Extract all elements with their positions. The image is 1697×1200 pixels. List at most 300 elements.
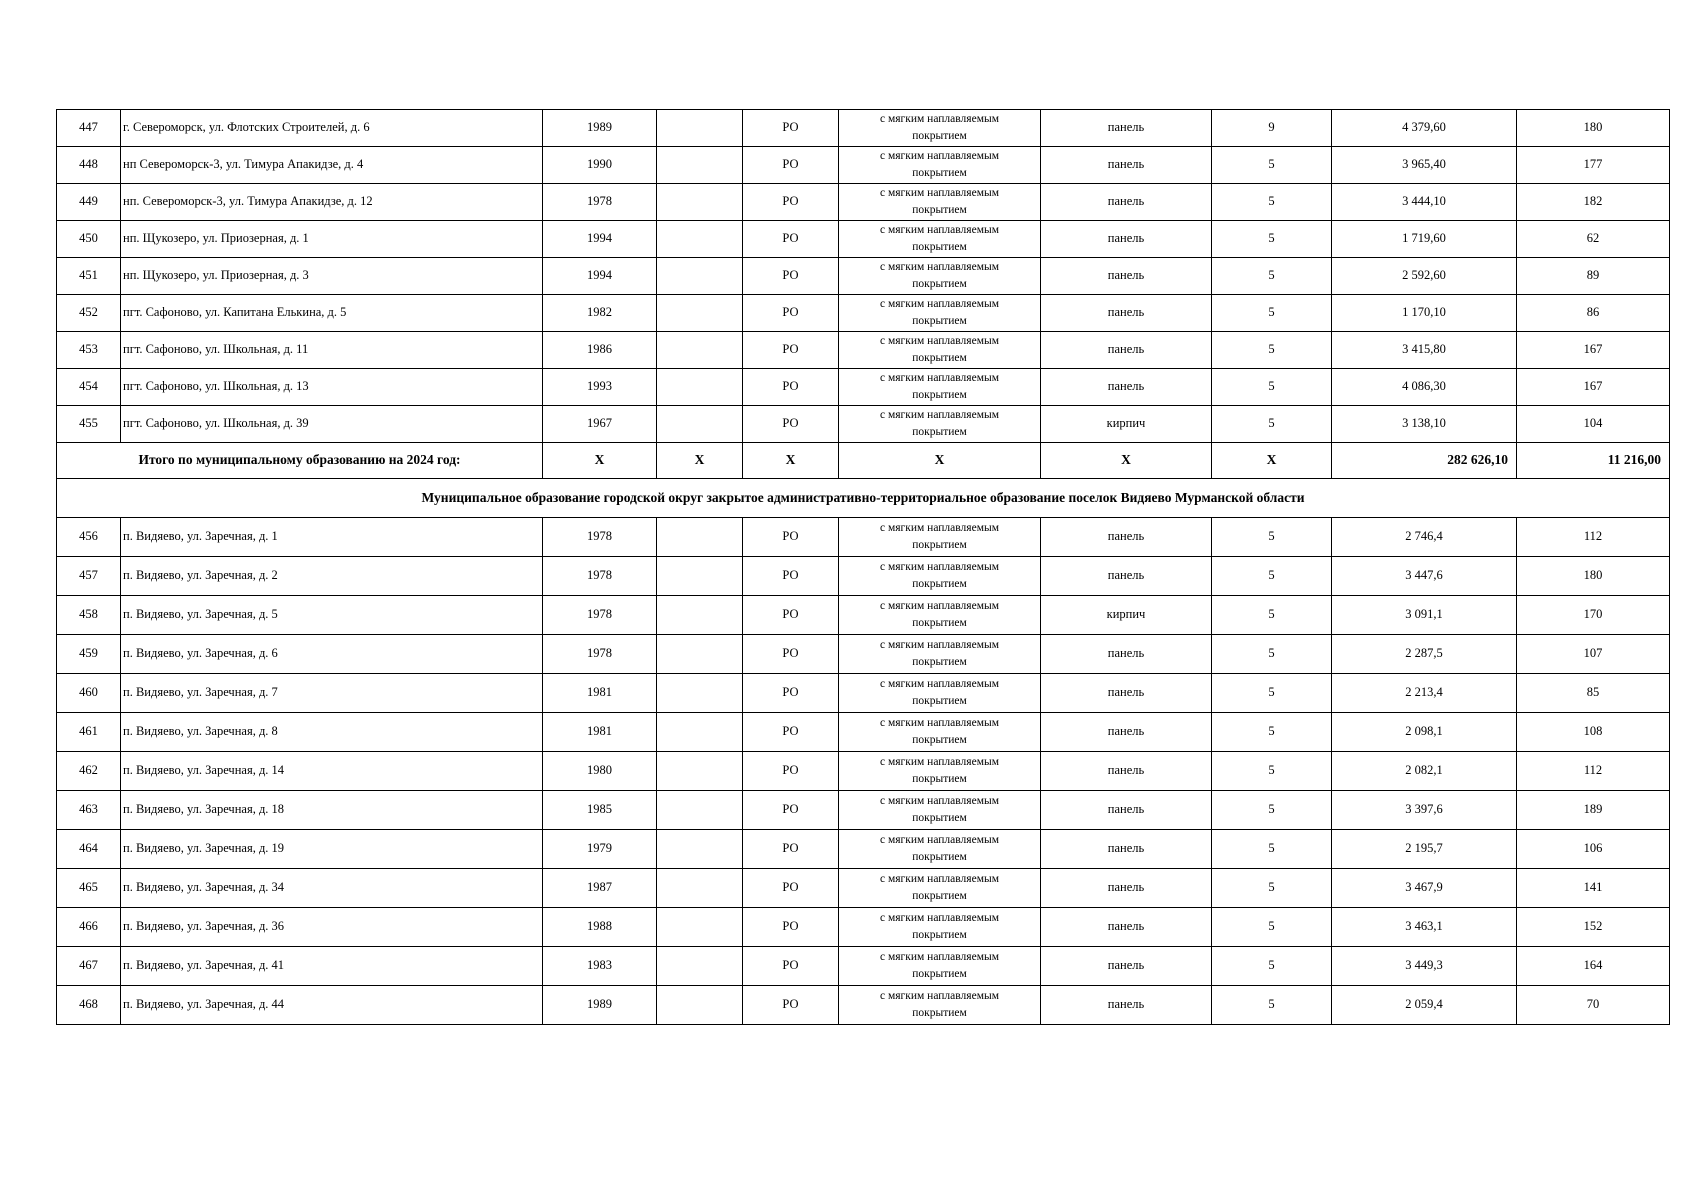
empty-cell bbox=[657, 596, 743, 635]
fund-method-cell: РО bbox=[743, 332, 839, 369]
table-row bbox=[57, 635, 1670, 674]
roof-type-line: покрытием bbox=[912, 890, 967, 902]
wall-material-cell: панель bbox=[1041, 221, 1212, 258]
roof-type-line: с мягким наплавляемым bbox=[880, 409, 999, 422]
residents-cell: 167 bbox=[1517, 369, 1670, 406]
total-residents: 11 216,00 bbox=[1517, 443, 1670, 479]
roof-type-line: покрытием bbox=[912, 851, 967, 863]
roof-type-line: с мягким наплавляемым bbox=[880, 795, 999, 808]
roof-type-line: покрытием bbox=[912, 539, 967, 551]
roof-type-line: с мягким наплавляемым bbox=[880, 756, 999, 769]
address-cell: п. Видяево, ул. Заречная, д. 7 bbox=[121, 674, 543, 713]
area-cell: 3 449,3 bbox=[1332, 947, 1517, 986]
table-row bbox=[57, 406, 1670, 443]
build-year-cell: 1994 bbox=[543, 221, 657, 258]
table-row bbox=[57, 557, 1670, 596]
roof-type-line: покрытием bbox=[912, 352, 967, 364]
floors-cell: 5 bbox=[1212, 635, 1332, 674]
row-number: 466 bbox=[57, 908, 121, 947]
roof-type-line: покрытием bbox=[912, 389, 967, 401]
row-number: 454 bbox=[57, 369, 121, 406]
roof-type-line: покрытием bbox=[912, 1007, 967, 1019]
build-year-cell: 1985 bbox=[543, 791, 657, 830]
row-number: 464 bbox=[57, 830, 121, 869]
fund-method-cell: РО bbox=[743, 184, 839, 221]
municipality-heading-row bbox=[57, 479, 1670, 518]
registry-table bbox=[56, 109, 1670, 1025]
wall-material-cell: панель bbox=[1041, 986, 1212, 1025]
roof-type-line: покрытием bbox=[912, 578, 967, 590]
row-number: 455 bbox=[57, 406, 121, 443]
roof-type-cell bbox=[839, 986, 1041, 1025]
build-year-cell: 1967 bbox=[543, 406, 657, 443]
floors-cell: 5 bbox=[1212, 258, 1332, 295]
roof-type-cell bbox=[839, 258, 1041, 295]
address-cell: нп. Североморск-3, ул. Тимура Апакидзе, д. 12 bbox=[121, 184, 543, 221]
fund-method-cell: РО bbox=[743, 791, 839, 830]
row-number: 456 bbox=[57, 518, 121, 557]
build-year-cell: 1978 bbox=[543, 557, 657, 596]
table-row bbox=[57, 596, 1670, 635]
residents-cell: 152 bbox=[1517, 908, 1670, 947]
floors-cell: 5 bbox=[1212, 908, 1332, 947]
roof-type-line: с мягким наплавляемым bbox=[880, 224, 999, 237]
roof-type-line: с мягким наплавляемым bbox=[880, 298, 999, 311]
floors-cell: 5 bbox=[1212, 674, 1332, 713]
empty-cell bbox=[657, 635, 743, 674]
empty-cell bbox=[657, 791, 743, 830]
residents-cell: 85 bbox=[1517, 674, 1670, 713]
residents-cell: 189 bbox=[1517, 791, 1670, 830]
wall-material-cell: панель bbox=[1041, 184, 1212, 221]
empty-cell bbox=[657, 221, 743, 258]
floors-cell: 5 bbox=[1212, 791, 1332, 830]
roof-type-cell bbox=[839, 557, 1041, 596]
roof-type-line: покрытием bbox=[912, 204, 967, 216]
residents-cell: 170 bbox=[1517, 596, 1670, 635]
build-year-cell: 1978 bbox=[543, 635, 657, 674]
roof-type-cell bbox=[839, 869, 1041, 908]
row-number: 449 bbox=[57, 184, 121, 221]
roof-type-line: с мягким наплавляемым bbox=[880, 522, 999, 535]
roof-type-cell bbox=[839, 110, 1041, 147]
roof-type-line: с мягким наплавляемым bbox=[880, 834, 999, 847]
empty-cell bbox=[657, 947, 743, 986]
address-cell: п. Видяево, ул. Заречная, д. 6 bbox=[121, 635, 543, 674]
total-area: 282 626,10 bbox=[1332, 443, 1517, 479]
row-number: 465 bbox=[57, 869, 121, 908]
wall-material-cell: панель bbox=[1041, 791, 1212, 830]
table-row bbox=[57, 830, 1670, 869]
table-row bbox=[57, 221, 1670, 258]
total-label: Итого по муниципальному образованию на 2024 год: bbox=[57, 443, 543, 479]
fund-method-cell: РО bbox=[743, 221, 839, 258]
area-cell: 3 415,80 bbox=[1332, 332, 1517, 369]
floors-cell: 5 bbox=[1212, 295, 1332, 332]
roof-type-line: с мягким наплавляемым bbox=[880, 873, 999, 886]
table-row bbox=[57, 869, 1670, 908]
fund-method-cell: РО bbox=[743, 295, 839, 332]
floors-cell: 5 bbox=[1212, 947, 1332, 986]
residents-cell: 108 bbox=[1517, 713, 1670, 752]
empty-cell bbox=[657, 406, 743, 443]
address-cell: п. Видяево, ул. Заречная, д. 2 bbox=[121, 557, 543, 596]
address-cell: п. Видяево, ул. Заречная, д. 19 bbox=[121, 830, 543, 869]
roof-type-cell bbox=[839, 518, 1041, 557]
roof-type-line: с мягким наплавляемым bbox=[880, 372, 999, 385]
row-number: 451 bbox=[57, 258, 121, 295]
wall-material-cell: панель bbox=[1041, 258, 1212, 295]
build-year-cell: 1993 bbox=[543, 369, 657, 406]
roof-type-line: покрытием bbox=[912, 167, 967, 179]
build-year-cell: 1988 bbox=[543, 908, 657, 947]
area-cell: 1 719,60 bbox=[1332, 221, 1517, 258]
wall-material-cell: панель bbox=[1041, 869, 1212, 908]
table-row bbox=[57, 674, 1670, 713]
wall-material-cell: панель bbox=[1041, 518, 1212, 557]
area-cell: 2 213,4 bbox=[1332, 674, 1517, 713]
row-number: 460 bbox=[57, 674, 121, 713]
table-row bbox=[57, 947, 1670, 986]
residents-cell: 112 bbox=[1517, 518, 1670, 557]
build-year-cell: 1986 bbox=[543, 332, 657, 369]
row-number: 468 bbox=[57, 986, 121, 1025]
address-cell: п. Видяево, ул. Заречная, д. 14 bbox=[121, 752, 543, 791]
empty-cell bbox=[657, 295, 743, 332]
floors-cell: 5 bbox=[1212, 869, 1332, 908]
wall-material-cell: панель bbox=[1041, 147, 1212, 184]
area-cell: 3 397,6 bbox=[1332, 791, 1517, 830]
row-number: 461 bbox=[57, 713, 121, 752]
residents-cell: 141 bbox=[1517, 869, 1670, 908]
floors-cell: 5 bbox=[1212, 406, 1332, 443]
address-cell: п. Видяево, ул. Заречная, д. 18 bbox=[121, 791, 543, 830]
empty-cell bbox=[657, 369, 743, 406]
row-number: 458 bbox=[57, 596, 121, 635]
build-year-cell: 1987 bbox=[543, 869, 657, 908]
empty-cell bbox=[657, 110, 743, 147]
empty-cell bbox=[657, 713, 743, 752]
roof-type-cell bbox=[839, 147, 1041, 184]
floors-cell: 5 bbox=[1212, 830, 1332, 869]
table-row bbox=[57, 752, 1670, 791]
empty-cell bbox=[657, 258, 743, 295]
roof-type-cell bbox=[839, 947, 1041, 986]
row-number: 463 bbox=[57, 791, 121, 830]
address-cell: п. Видяево, ул. Заречная, д. 34 bbox=[121, 869, 543, 908]
residents-cell: 70 bbox=[1517, 986, 1670, 1025]
address-cell: нп. Щукозеро, ул. Приозерная, д. 3 bbox=[121, 258, 543, 295]
residents-cell: 177 bbox=[1517, 147, 1670, 184]
address-cell: пгт. Сафоново, ул. Капитана Елькина, д. 5 bbox=[121, 295, 543, 332]
residents-cell: 106 bbox=[1517, 830, 1670, 869]
total-mark-x: X bbox=[743, 443, 839, 479]
address-cell: п. Видяево, ул. Заречная, д. 44 bbox=[121, 986, 543, 1025]
total-mark-x: X bbox=[1041, 443, 1212, 479]
area-cell: 2 059,4 bbox=[1332, 986, 1517, 1025]
address-cell: п. Видяево, ул. Заречная, д. 1 bbox=[121, 518, 543, 557]
area-cell: 4 086,30 bbox=[1332, 369, 1517, 406]
fund-method-cell: РО bbox=[743, 674, 839, 713]
table-row bbox=[57, 713, 1670, 752]
residents-cell: 89 bbox=[1517, 258, 1670, 295]
address-cell: п. Видяево, ул. Заречная, д. 5 bbox=[121, 596, 543, 635]
roof-type-cell bbox=[839, 752, 1041, 791]
roof-type-line: с мягким наплавляемым bbox=[880, 261, 999, 274]
residents-cell: 104 bbox=[1517, 406, 1670, 443]
wall-material-cell: панель bbox=[1041, 830, 1212, 869]
wall-material-cell: панель bbox=[1041, 713, 1212, 752]
wall-material-cell: панель bbox=[1041, 674, 1212, 713]
roof-type-line: покрытием bbox=[912, 426, 967, 438]
roof-type-line: покрытием bbox=[912, 968, 967, 980]
roof-type-line: с мягким наплавляемым bbox=[880, 600, 999, 613]
area-cell: 2 082,1 bbox=[1332, 752, 1517, 791]
floors-cell: 9 bbox=[1212, 110, 1332, 147]
address-cell: пгт. Сафоново, ул. Школьная, д. 11 bbox=[121, 332, 543, 369]
roof-type-cell bbox=[839, 635, 1041, 674]
empty-cell bbox=[657, 518, 743, 557]
roof-type-line: покрытием bbox=[912, 130, 967, 142]
roof-type-line: покрытием bbox=[912, 241, 967, 253]
area-cell: 2 098,1 bbox=[1332, 713, 1517, 752]
roof-type-line: с мягким наплавляемым bbox=[880, 335, 999, 348]
roof-type-line: с мягким наплавляемым bbox=[880, 187, 999, 200]
wall-material-cell: панель bbox=[1041, 635, 1212, 674]
roof-type-cell bbox=[839, 184, 1041, 221]
roof-type-cell bbox=[839, 295, 1041, 332]
roof-type-cell bbox=[839, 332, 1041, 369]
roof-type-cell bbox=[839, 221, 1041, 258]
empty-cell bbox=[657, 986, 743, 1025]
area-cell: 2 592,60 bbox=[1332, 258, 1517, 295]
roof-type-line: покрытием bbox=[912, 734, 967, 746]
build-year-cell: 1979 bbox=[543, 830, 657, 869]
roof-type-line: покрытием bbox=[912, 773, 967, 785]
municipality-heading: Муниципальное образование городской округ закрытое административно-территориальное образование поселок Видяево Мурманской области bbox=[57, 479, 1670, 518]
fund-method-cell: РО bbox=[743, 518, 839, 557]
roof-type-cell bbox=[839, 791, 1041, 830]
floors-cell: 5 bbox=[1212, 986, 1332, 1025]
build-year-cell: 1981 bbox=[543, 674, 657, 713]
area-cell: 4 379,60 bbox=[1332, 110, 1517, 147]
row-number: 457 bbox=[57, 557, 121, 596]
total-mark-x: X bbox=[839, 443, 1041, 479]
roof-type-cell bbox=[839, 596, 1041, 635]
residents-cell: 180 bbox=[1517, 110, 1670, 147]
empty-cell bbox=[657, 830, 743, 869]
address-cell: п. Видяево, ул. Заречная, д. 41 bbox=[121, 947, 543, 986]
floors-cell: 5 bbox=[1212, 332, 1332, 369]
residents-cell: 112 bbox=[1517, 752, 1670, 791]
fund-method-cell: РО bbox=[743, 869, 839, 908]
residents-cell: 167 bbox=[1517, 332, 1670, 369]
floors-cell: 5 bbox=[1212, 596, 1332, 635]
roof-type-cell bbox=[839, 908, 1041, 947]
row-number: 453 bbox=[57, 332, 121, 369]
address-cell: пгт. Сафоново, ул. Школьная, д. 39 bbox=[121, 406, 543, 443]
fund-method-cell: РО bbox=[743, 986, 839, 1025]
floors-cell: 5 bbox=[1212, 713, 1332, 752]
roof-type-line: покрытием bbox=[912, 695, 967, 707]
empty-cell bbox=[657, 908, 743, 947]
fund-method-cell: РО bbox=[743, 258, 839, 295]
build-year-cell: 1989 bbox=[543, 986, 657, 1025]
wall-material-cell: панель bbox=[1041, 295, 1212, 332]
fund-method-cell: РО bbox=[743, 830, 839, 869]
empty-cell bbox=[657, 869, 743, 908]
floors-cell: 5 bbox=[1212, 518, 1332, 557]
floors-cell: 5 bbox=[1212, 752, 1332, 791]
total-mark-x: X bbox=[1212, 443, 1332, 479]
floors-cell: 5 bbox=[1212, 147, 1332, 184]
table-row bbox=[57, 369, 1670, 406]
roof-type-line: с мягким наплавляемым bbox=[880, 717, 999, 730]
fund-method-cell: РО bbox=[743, 406, 839, 443]
floors-cell: 5 bbox=[1212, 557, 1332, 596]
build-year-cell: 1978 bbox=[543, 596, 657, 635]
row-number: 462 bbox=[57, 752, 121, 791]
address-cell: п. Видяево, ул. Заречная, д. 8 bbox=[121, 713, 543, 752]
empty-cell bbox=[657, 674, 743, 713]
build-year-cell: 1994 bbox=[543, 258, 657, 295]
area-cell: 3 467,9 bbox=[1332, 869, 1517, 908]
table-row bbox=[57, 184, 1670, 221]
fund-method-cell: РО bbox=[743, 596, 839, 635]
address-cell: пгт. Сафоново, ул. Школьная, д. 13 bbox=[121, 369, 543, 406]
build-year-cell: 1989 bbox=[543, 110, 657, 147]
address-cell: нп Североморск-3, ул. Тимура Апакидзе, д. 4 bbox=[121, 147, 543, 184]
row-number: 459 bbox=[57, 635, 121, 674]
row-number: 447 bbox=[57, 110, 121, 147]
total-mark-x: X bbox=[657, 443, 743, 479]
roof-type-cell bbox=[839, 369, 1041, 406]
roof-type-line: с мягким наплавляемым bbox=[880, 912, 999, 925]
roof-type-line: покрытием bbox=[912, 812, 967, 824]
build-year-cell: 1978 bbox=[543, 184, 657, 221]
residents-cell: 180 bbox=[1517, 557, 1670, 596]
wall-material-cell: панель bbox=[1041, 908, 1212, 947]
fund-method-cell: РО bbox=[743, 947, 839, 986]
build-year-cell: 1982 bbox=[543, 295, 657, 332]
residents-cell: 62 bbox=[1517, 221, 1670, 258]
fund-method-cell: РО bbox=[743, 557, 839, 596]
roof-type-line: покрытием bbox=[912, 315, 967, 327]
wall-material-cell: панель bbox=[1041, 110, 1212, 147]
wall-material-cell: панель bbox=[1041, 557, 1212, 596]
table-row bbox=[57, 110, 1670, 147]
fund-method-cell: РО bbox=[743, 908, 839, 947]
table-row bbox=[57, 986, 1670, 1025]
wall-material-cell: кирпич bbox=[1041, 406, 1212, 443]
wall-material-cell: панель bbox=[1041, 752, 1212, 791]
table-row bbox=[57, 791, 1670, 830]
area-cell: 3 447,6 bbox=[1332, 557, 1517, 596]
fund-method-cell: РО bbox=[743, 369, 839, 406]
roof-type-line: с мягким наплавляемым bbox=[880, 951, 999, 964]
area-cell: 3 463,1 bbox=[1332, 908, 1517, 947]
floors-cell: 5 bbox=[1212, 369, 1332, 406]
roof-type-line: покрытием bbox=[912, 929, 967, 941]
roof-type-line: покрытием bbox=[912, 278, 967, 290]
roof-type-cell bbox=[839, 830, 1041, 869]
row-number: 450 bbox=[57, 221, 121, 258]
roof-type-line: с мягким наплавляемым bbox=[880, 639, 999, 652]
address-cell: п. Видяево, ул. Заречная, д. 36 bbox=[121, 908, 543, 947]
fund-method-cell: РО bbox=[743, 635, 839, 674]
roof-type-line: с мягким наплавляемым bbox=[880, 150, 999, 163]
roof-type-line: с мягким наплавляемым bbox=[880, 990, 999, 1003]
floors-cell: 5 bbox=[1212, 184, 1332, 221]
address-cell: нп. Щукозеро, ул. Приозерная, д. 1 bbox=[121, 221, 543, 258]
build-year-cell: 1983 bbox=[543, 947, 657, 986]
wall-material-cell: панель bbox=[1041, 947, 1212, 986]
total-mark-x: X bbox=[543, 443, 657, 479]
empty-cell bbox=[657, 752, 743, 791]
residents-cell: 86 bbox=[1517, 295, 1670, 332]
roof-type-line: покрытием bbox=[912, 656, 967, 668]
wall-material-cell: панель bbox=[1041, 332, 1212, 369]
area-cell: 2 195,7 bbox=[1332, 830, 1517, 869]
empty-cell bbox=[657, 184, 743, 221]
empty-cell bbox=[657, 557, 743, 596]
roof-type-line: с мягким наплавляемым bbox=[880, 678, 999, 691]
build-year-cell: 1981 bbox=[543, 713, 657, 752]
floors-cell: 5 bbox=[1212, 221, 1332, 258]
roof-type-cell bbox=[839, 713, 1041, 752]
empty-cell bbox=[657, 147, 743, 184]
address-cell: г. Североморск, ул. Флотских Строителей, д. 6 bbox=[121, 110, 543, 147]
row-number: 448 bbox=[57, 147, 121, 184]
row-number: 452 bbox=[57, 295, 121, 332]
row-number: 467 bbox=[57, 947, 121, 986]
table-row bbox=[57, 518, 1670, 557]
fund-method-cell: РО bbox=[743, 713, 839, 752]
table-row bbox=[57, 258, 1670, 295]
total-row bbox=[57, 443, 1670, 479]
area-cell: 3 444,10 bbox=[1332, 184, 1517, 221]
area-cell: 2 746,4 bbox=[1332, 518, 1517, 557]
wall-material-cell: кирпич bbox=[1041, 596, 1212, 635]
table-row bbox=[57, 295, 1670, 332]
empty-cell bbox=[657, 332, 743, 369]
table-row bbox=[57, 147, 1670, 184]
build-year-cell: 1980 bbox=[543, 752, 657, 791]
area-cell: 2 287,5 bbox=[1332, 635, 1517, 674]
table-body bbox=[57, 110, 1670, 1025]
residents-cell: 164 bbox=[1517, 947, 1670, 986]
fund-method-cell: РО bbox=[743, 110, 839, 147]
fund-method-cell: РО bbox=[743, 752, 839, 791]
roof-type-line: покрытием bbox=[912, 617, 967, 629]
build-year-cell: 1978 bbox=[543, 518, 657, 557]
residents-cell: 182 bbox=[1517, 184, 1670, 221]
build-year-cell: 1990 bbox=[543, 147, 657, 184]
table-row bbox=[57, 908, 1670, 947]
residents-cell: 107 bbox=[1517, 635, 1670, 674]
table-row bbox=[57, 332, 1670, 369]
roof-type-cell bbox=[839, 406, 1041, 443]
wall-material-cell: панель bbox=[1041, 369, 1212, 406]
roof-type-line: с мягким наплавляемым bbox=[880, 113, 999, 126]
area-cell: 3 965,40 bbox=[1332, 147, 1517, 184]
roof-type-cell bbox=[839, 674, 1041, 713]
roof-type-line: с мягким наплавляемым bbox=[880, 561, 999, 574]
area-cell: 3 091,1 bbox=[1332, 596, 1517, 635]
area-cell: 1 170,10 bbox=[1332, 295, 1517, 332]
fund-method-cell: РО bbox=[743, 147, 839, 184]
area-cell: 3 138,10 bbox=[1332, 406, 1517, 443]
